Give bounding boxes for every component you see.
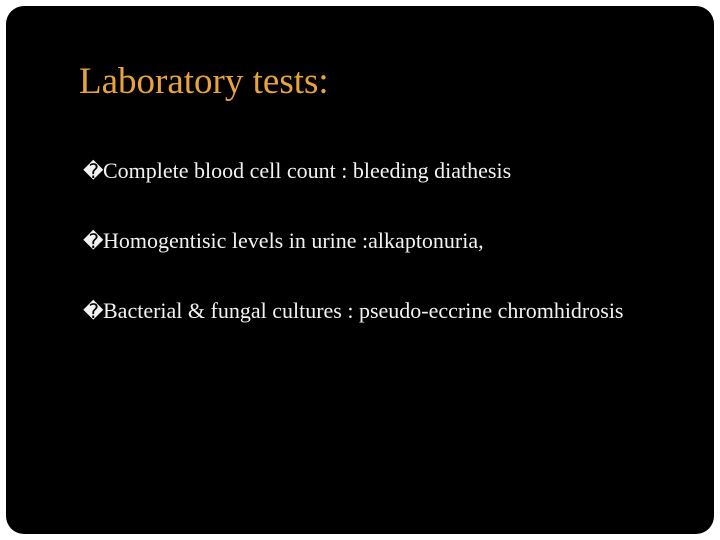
bullet-text: Complete blood cell count : bleeding diathesis [103, 158, 512, 183]
bullet-item-homogentisic [83, 226, 643, 256]
bullet-text: Bacterial & fungal cultures : pseudo-eccrine chromhidrosis [103, 298, 624, 323]
bullet-item-cultures [83, 296, 643, 326]
bullet-list [83, 156, 643, 326]
bullet-icon: � [83, 299, 104, 323]
slide-title: Laboratory tests: [79, 61, 329, 102]
bullet-icon: � [83, 229, 104, 253]
slide [6, 6, 714, 534]
bullet-icon: � [83, 159, 104, 183]
bullet-item-cbc [83, 156, 643, 186]
bullet-text: Homogentisic levels in urine :alkaptonuria, [103, 228, 484, 253]
